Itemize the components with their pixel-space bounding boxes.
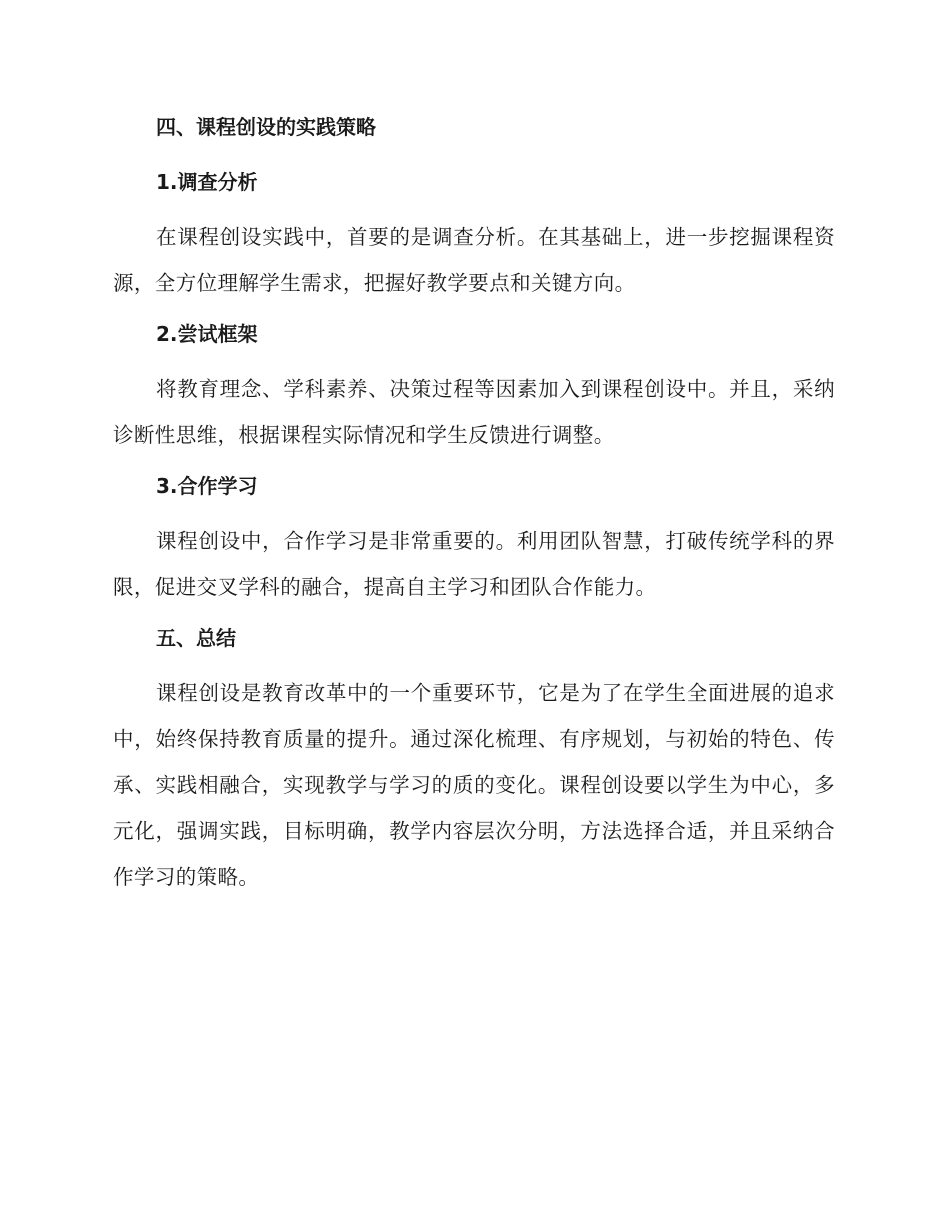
section-heading-practice-strategies: 四、课程创设的实践策略 [156, 115, 376, 139]
subheading-survey-analysis: 1.调查分析 [156, 170, 258, 194]
paragraph-framework: 将教育理念、学科素养、决策过程等因素加入到课程创设中。并且，采纳诊断性思维，根据课程实际情况和学生反馈进行调整。 [113, 377, 835, 447]
paragraph-summary: 课程创设是教育改革中的一个重要环节，它是为了在学生全面进展的追求中，始终保持教育质量的提升。通过深化梳理、有序规划，与初始的特色、传承、实践相融合，实现教学与学习的质的变化。课程创设要以学生为中心，多元化，强调实践，目标明确，教学内容层次分明，方法选择合适，并且采纳合作学习的策略。 [113, 681, 835, 889]
paragraph-survey-analysis: 在课程创设实践中，首要的是调查分析。在其基础上，进一步挖掘课程资源，全方位理解学生需求，把握好教学要点和关键方向。 [113, 225, 835, 295]
subheading-cooperative-learning: 3.合作学习 [156, 474, 258, 498]
subheading-framework: 2.尝试框架 [156, 322, 258, 346]
paragraph-cooperative-learning: 课程创设中，合作学习是非常重要的。利用团队智慧，打破传统学科的界限，促进交叉学科的融合，提高自主学习和团队合作能力。 [113, 529, 835, 599]
section-heading-summary: 五、总结 [156, 626, 236, 650]
